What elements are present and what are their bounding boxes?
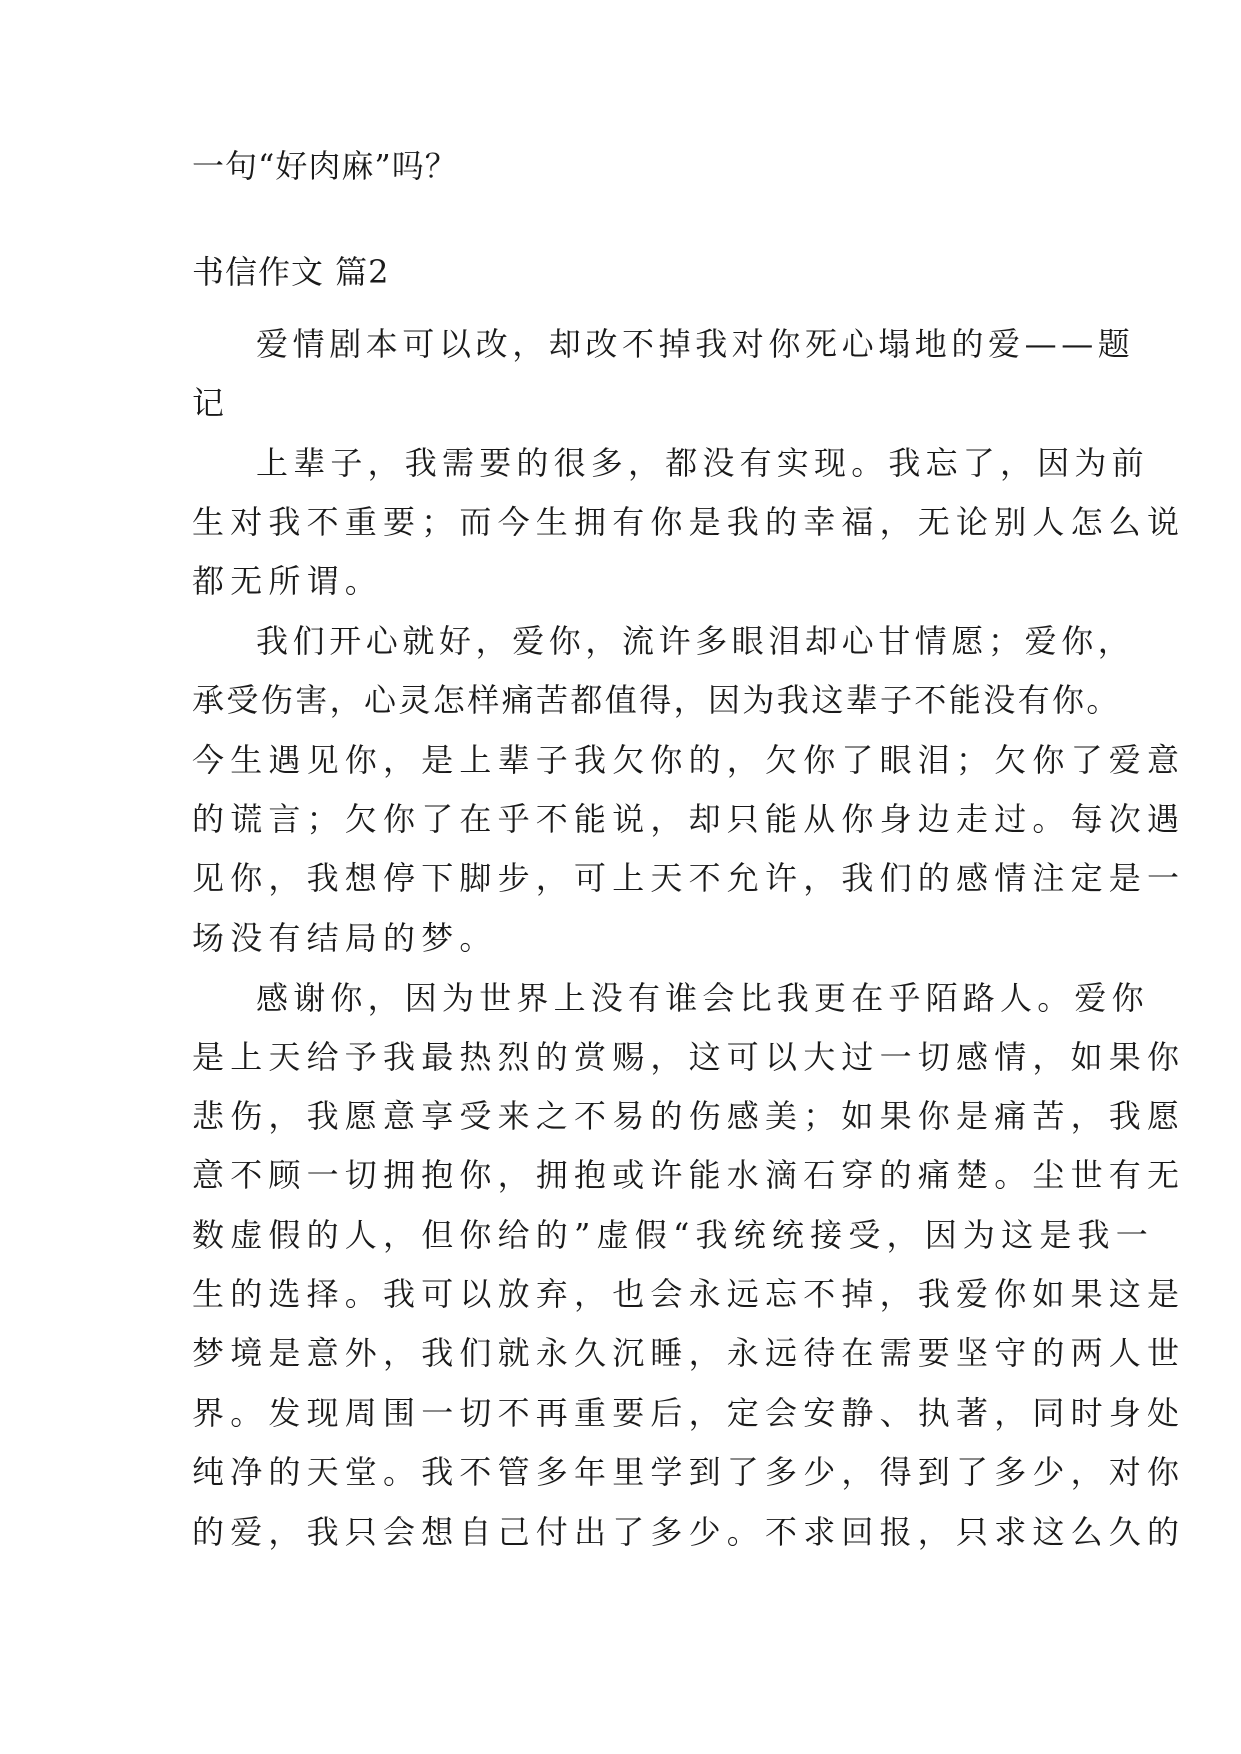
text-line: 一句“好肉麻”吗？ [192,147,458,185]
text-line: 界。发现周围一切不再重要后，定会安静、执著，同时身处 [192,1394,1186,1432]
text-line: 记 [192,384,231,422]
text-line: 都无所谓。 [192,562,384,600]
text-line: 我们开心就好，爱你，流许多眼泪却心甘情愿；爱你， [256,622,1135,660]
text-line: 承受伤害，心灵怎样痛苦都值得，因为我这辈子不能没有你。 [192,681,1121,719]
text-line: 数虚假的人，但你给的”虚假“我统统接受，因为这是我一 [192,1216,1154,1254]
text-line: 见你，我想停下脚步，可上天不允许，我们的感情注定是一 [192,859,1186,897]
text-line: 的谎言；欠你了在乎不能说，却只能从你身边走过。每次遇 [192,800,1186,838]
text-line: 意不顾一切拥抱你，拥抱或许能水滴石穿的痛楚。尘世有无 [192,1156,1186,1194]
text-line: 是上天给予我最热烈的赏赐，这可以大过一切感情，如果你 [192,1038,1186,1076]
text-line: 生的选择。我可以放弃，也会永远忘不掉，我爱你如果这是 [192,1275,1186,1313]
text-line: 生对我不重要；而今生拥有你是我的幸福，无论别人怎么说 [192,503,1186,541]
text-line: 纯净的天堂。我不管多年里学到了多少，得到了多少，对你 [192,1453,1186,1491]
text-line: 梦境是意外，我们就永久沉睡，永远待在需要坚守的两人世 [192,1334,1186,1372]
text-line: 今生遇见你，是上辈子我欠你的，欠你了眼泪；欠你了爱意 [192,741,1186,779]
text-line: 悲伤，我愿意享受来之不易的伤感美；如果你是痛苦，我愿 [192,1097,1186,1135]
text-line: 感谢你，因为世界上没有谁会比我更在乎陌路人。爱你 [256,979,1149,1017]
text-line: 爱情剧本可以改，却改不掉我对你死心塌地的爱——题 [256,325,1135,363]
text-line: 场没有结局的梦。 [192,919,498,957]
section-heading: 书信作文 篇2 [192,253,390,291]
text-line: 上辈子，我需要的很多，都没有实现。我忘了，因为前 [256,444,1149,482]
text-line: 的爱，我只会想自己付出了多少。不求回报，只求这么久的 [192,1513,1186,1551]
